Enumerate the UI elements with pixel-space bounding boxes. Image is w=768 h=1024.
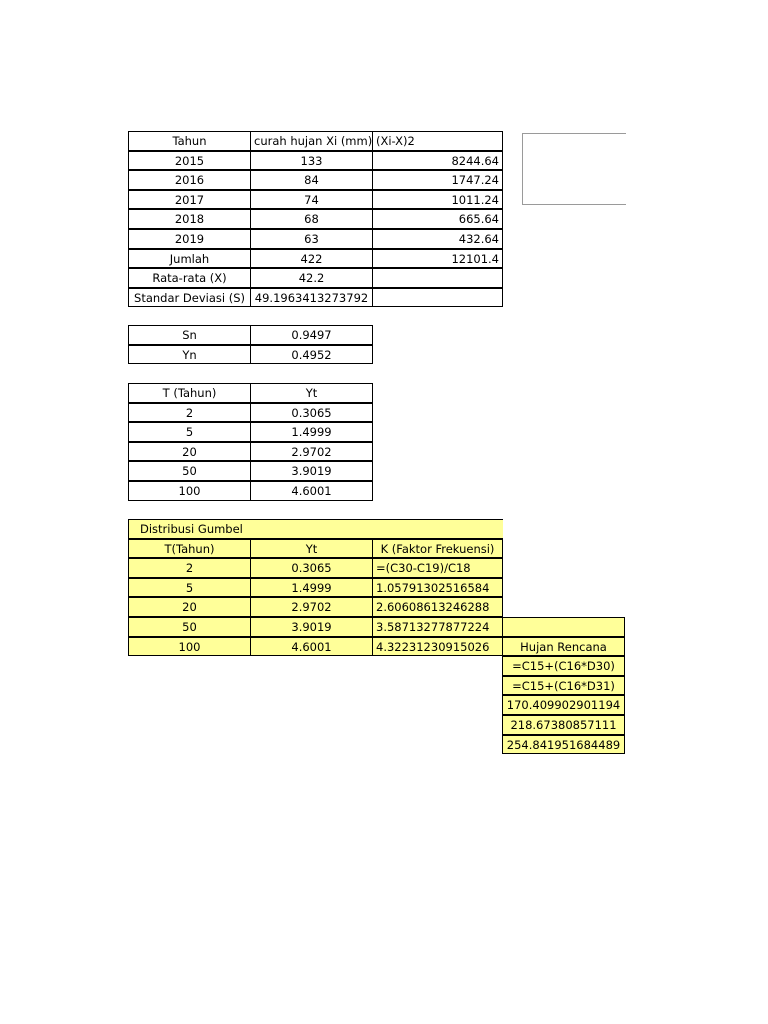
table-cell[interactable]: 0.9497 xyxy=(250,325,373,345)
header-cell[interactable]: Yt xyxy=(250,383,373,403)
table-cell[interactable]: 0.3065 xyxy=(250,403,373,423)
table-cell[interactable]: 4.6001 xyxy=(250,637,373,657)
table-cell[interactable]: 4.6001 xyxy=(250,481,373,501)
table-cell[interactable]: 3.9019 xyxy=(250,617,373,637)
table-cell[interactable] xyxy=(372,268,503,288)
table-cell[interactable]: 1.4999 xyxy=(250,422,373,442)
header-cell[interactable]: Tahun xyxy=(128,131,251,151)
table-cell[interactable]: 42.2 xyxy=(250,268,373,288)
table-cell[interactable]: 68 xyxy=(250,209,373,229)
table-cell[interactable]: 3.9019 xyxy=(250,461,373,481)
table-cell[interactable]: 1747.24 xyxy=(372,170,503,190)
table-cell[interactable]: 50 xyxy=(128,617,251,637)
side-frame xyxy=(522,133,626,205)
table-cell[interactable]: 4.32231230915026 xyxy=(372,637,503,657)
table-cell[interactable]: 2 xyxy=(128,403,251,423)
table-cell[interactable]: Sn xyxy=(128,325,251,345)
header-cell[interactable]: Hujan Rencana xyxy=(502,637,625,657)
table-cell[interactable]: 20 xyxy=(128,442,251,462)
table-cell[interactable]: 84 xyxy=(250,170,373,190)
table-cell[interactable]: 2.9702 xyxy=(250,442,373,462)
table-cell[interactable]: Yn xyxy=(128,345,251,365)
table-cell[interactable] xyxy=(502,617,625,637)
table-cell[interactable]: 8244.64 xyxy=(372,151,503,171)
table-cell[interactable]: =(C30-C19)/C18 xyxy=(372,558,503,578)
header-cell[interactable]: curah hujan Xi (mm) xyxy=(250,131,373,151)
table-cell[interactable]: Jumlah xyxy=(128,249,251,269)
table-cell[interactable]: 2018 xyxy=(128,209,251,229)
table-cell[interactable]: 2017 xyxy=(128,190,251,210)
table-cell[interactable]: 5 xyxy=(128,578,251,598)
header-cell[interactable]: T (Tahun) xyxy=(128,383,251,403)
table-cell[interactable]: 1011.24 xyxy=(372,190,503,210)
table-cell[interactable]: 50 xyxy=(128,461,251,481)
table-cell[interactable]: 63 xyxy=(250,229,373,249)
table-cell[interactable]: 3.58713277877224 xyxy=(372,617,503,637)
table-cell[interactable]: 100 xyxy=(128,481,251,501)
table-cell[interactable]: 2.9702 xyxy=(250,597,373,617)
table-cell[interactable]: 133 xyxy=(250,151,373,171)
header-cell[interactable]: T(Tahun) xyxy=(128,539,251,559)
hujan-rencana-cell[interactable]: 218.67380857111 xyxy=(502,715,625,735)
table-cell[interactable]: 12101.4 xyxy=(372,249,503,269)
table-cell[interactable]: 49.1963413273792 xyxy=(250,288,373,308)
header-cell[interactable]: K (Faktor Frekuensi) xyxy=(372,539,503,559)
table-cell[interactable]: 2019 xyxy=(128,229,251,249)
table-cell[interactable]: Standar Deviasi (S) xyxy=(128,288,251,308)
hujan-rencana-cell[interactable]: =C15+(C16*D31) xyxy=(502,676,625,696)
hujan-rencana-cell[interactable]: =C15+(C16*D30) xyxy=(502,656,625,676)
table-cell[interactable]: 1.05791302516584 xyxy=(372,578,503,598)
table-cell[interactable]: 2.60608613246288 xyxy=(372,597,503,617)
table-cell[interactable]: 2016 xyxy=(128,170,251,190)
table-cell[interactable]: 20 xyxy=(128,597,251,617)
table-title: Distribusi Gumbel xyxy=(128,519,503,539)
table-cell[interactable]: 100 xyxy=(128,637,251,657)
table-cell[interactable]: 74 xyxy=(250,190,373,210)
table-cell[interactable]: Rata-rata (X) xyxy=(128,268,251,288)
table-cell[interactable]: 1.4999 xyxy=(250,578,373,598)
header-cell[interactable]: (Xi-X)2 xyxy=(372,131,503,151)
header-cell[interactable]: Yt xyxy=(250,539,373,559)
table-cell[interactable]: 2 xyxy=(128,558,251,578)
table-cell[interactable]: 0.3065 xyxy=(250,558,373,578)
table-cell[interactable]: 665.64 xyxy=(372,209,503,229)
table-cell[interactable]: 432.64 xyxy=(372,229,503,249)
table-cell[interactable]: 0.4952 xyxy=(250,345,373,365)
hujan-rencana-cell[interactable]: 254.841951684489 xyxy=(502,735,625,755)
table-cell[interactable]: 422 xyxy=(250,249,373,269)
hujan-rencana-cell[interactable]: 170.409902901194 xyxy=(502,695,625,715)
table-cell[interactable]: 5 xyxy=(128,422,251,442)
table-cell[interactable] xyxy=(372,288,503,308)
table-cell[interactable]: 2015 xyxy=(128,151,251,171)
